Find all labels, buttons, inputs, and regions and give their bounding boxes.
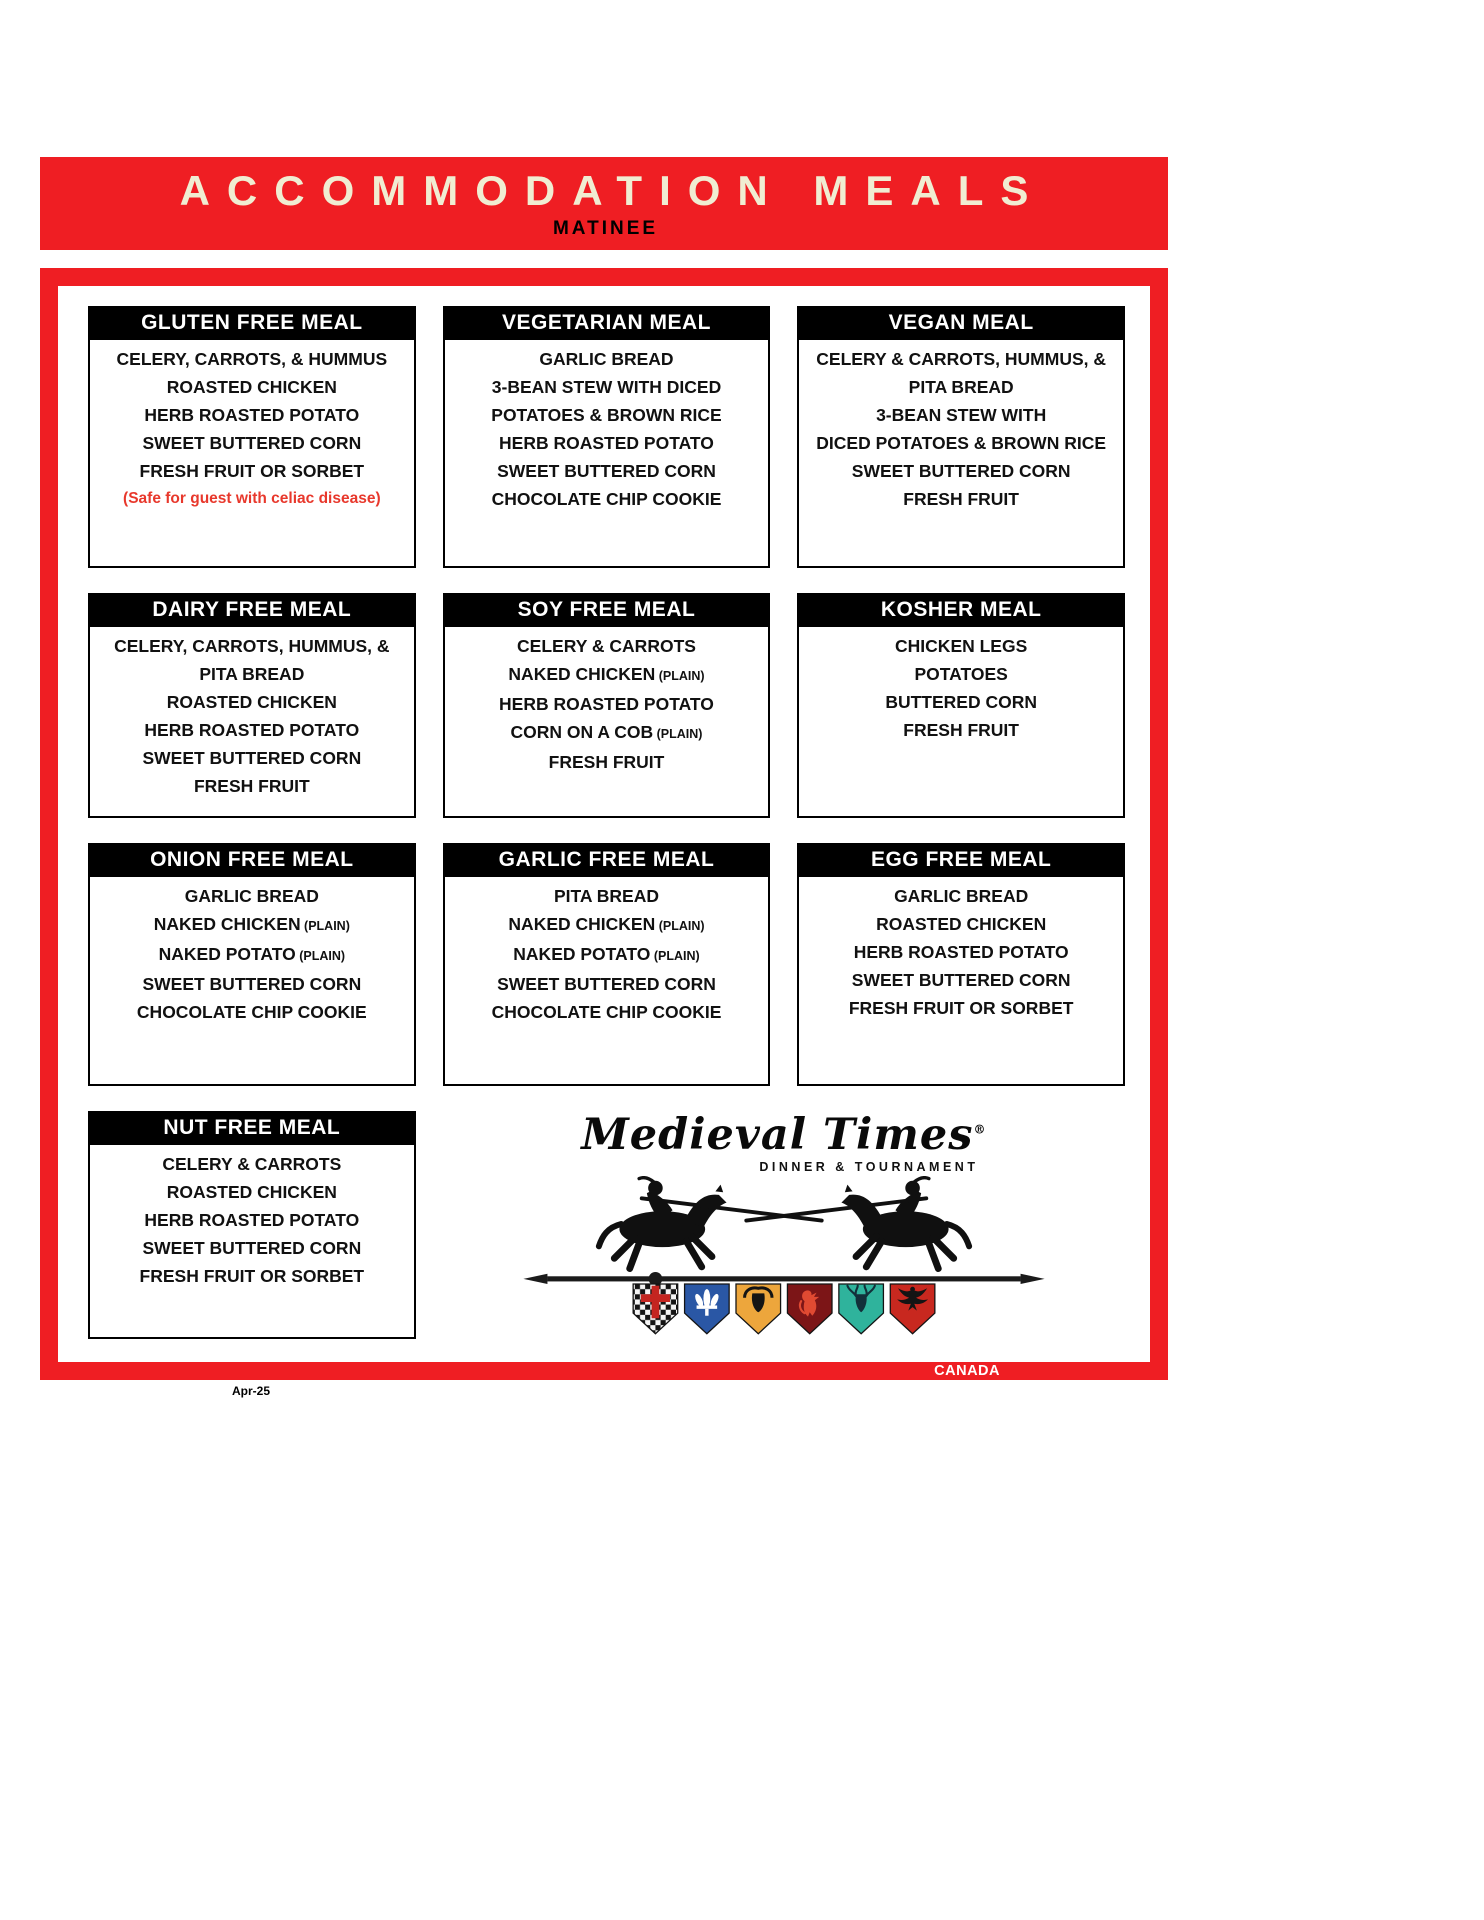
meal-item: FRESH FRUIT (903, 720, 1019, 740)
meal-item: PITA BREAD (199, 664, 305, 684)
meal-item: ROASTED CHICKEN (166, 692, 337, 712)
meal-item: POTATOES & BROWN RICE (491, 405, 722, 425)
meal-item: CHOCOLATE CHIP COOKIE (136, 1002, 367, 1022)
meal-item: CELERY, CARROTS, & HUMMUS (116, 349, 388, 369)
date-code: Apr-25 (232, 1384, 271, 1398)
meal-card-title: ONION FREE MEAL (88, 843, 416, 877)
meal-card-gluten-free-meal (88, 306, 416, 568)
meal-item: NAKED POTATO (PLAIN) (513, 944, 700, 964)
meal-note: (Safe for guest with celiac disease) (123, 490, 381, 507)
meal-card-garlic-free-meal (443, 843, 771, 1086)
stag-shield-icon (839, 1284, 884, 1334)
meal-card-title: DAIRY FREE MEAL (88, 593, 416, 627)
meal-item: POTATOES (914, 664, 1008, 684)
meal-card-title: VEGAN MEAL (797, 306, 1125, 340)
meal-card-items (443, 627, 771, 818)
meal-card-items (88, 340, 416, 568)
checkered-cross-shield-icon (633, 1284, 678, 1334)
meal-item: ROASTED CHICKEN (166, 377, 337, 397)
meal-item: CELERY & CARROTS (517, 636, 696, 656)
meal-item: FRESH FRUIT (193, 776, 310, 796)
meal-item: CHOCOLATE CHIP COOKIE (491, 489, 722, 509)
title-band (40, 157, 1168, 250)
meal-card-egg-free-meal (797, 843, 1125, 1086)
meal-item: NAKED POTATO (PLAIN) (158, 944, 346, 964)
jousting-knights-icon (599, 1178, 969, 1269)
meal-item: SWEET BUTTERED CORN (142, 433, 362, 453)
meal-card-title: SOY FREE MEAL (443, 593, 771, 627)
meal-item: HERB ROASTED POTATO (499, 694, 714, 714)
meal-item: SWEET BUTTERED CORN (142, 748, 362, 768)
brand-name (581, 1110, 987, 1160)
eagle-shield-icon (890, 1284, 935, 1334)
meal-item: SWEET BUTTERED CORN (142, 1238, 362, 1258)
meals-grid (88, 306, 1125, 1339)
meal-card-title: NUT FREE MEAL (88, 1111, 416, 1145)
meal-item: PITA BREAD (553, 886, 659, 906)
brand-name-text: Medieval Times (581, 1110, 974, 1160)
meal-item: SWEET BUTTERED CORN (142, 974, 362, 994)
meal-card-items (88, 627, 416, 818)
meal-item: GARLIC BREAD (894, 886, 1029, 906)
meal-item: 3-BEAN STEW WITH DICED (491, 377, 722, 397)
page-subtitle: MATINEE (552, 218, 659, 239)
meal-item: 3-BEAN STEW WITH (876, 405, 1047, 425)
meal-card-vegetarian-meal (443, 306, 771, 568)
brand-logo (443, 1111, 1125, 1339)
registered-mark: ® (973, 1122, 987, 1137)
meal-item: CELERY & CARROTS (162, 1154, 342, 1174)
meal-card-items (797, 877, 1125, 1086)
meal-item: PITA BREAD (908, 377, 1014, 397)
meal-item: CORN ON A COB (PLAIN) (510, 722, 703, 742)
meal-item: NAKED CHICKEN (PLAIN) (508, 914, 705, 934)
meal-card-nut-free-meal (88, 1111, 416, 1339)
meal-item: ROASTED CHICKEN (166, 1182, 337, 1202)
meal-item: FRESH FRUIT OR SORBET (139, 461, 365, 481)
meal-card-items (88, 1145, 416, 1339)
meal-card-kosher-meal (797, 593, 1125, 818)
meals-box-inner (58, 286, 1150, 1362)
meal-item: BUTTERED CORN (885, 692, 1037, 712)
bull-shield-icon (736, 1284, 781, 1334)
meal-item: HERB ROASTED POTATO (144, 720, 360, 740)
meal-card-onion-free-meal (88, 843, 416, 1086)
meal-item: FRESH FRUIT OR SORBET (848, 998, 1074, 1018)
meal-item: HERB ROASTED POTATO (144, 1210, 360, 1230)
meal-item: CELERY, CARROTS, HUMMUS, & (114, 636, 390, 656)
meal-item: CHOCOLATE CHIP COOKIE (491, 1002, 722, 1022)
meal-item: GARLIC BREAD (539, 349, 674, 369)
meal-card-title: GLUTEN FREE MEAL (88, 306, 416, 340)
brand-tagline: DINNER & TOURNAMENT (759, 1160, 979, 1175)
meal-item: FRESH FRUIT (903, 489, 1019, 509)
country-label: CANADA (934, 1363, 1000, 1379)
meal-item: CHICKEN LEGS (895, 636, 1028, 656)
page-title: ACCOMMODATION MEALS (179, 167, 1046, 214)
meal-item: SWEET BUTTERED CORN (851, 461, 1071, 481)
meal-card-items (443, 340, 771, 568)
meal-card-title: GARLIC FREE MEAL (443, 843, 771, 877)
meal-card-vegan-meal (797, 306, 1125, 568)
lion-shield-icon (787, 1284, 832, 1334)
meal-card-items (797, 627, 1125, 818)
fleur-de-lis-shield-icon (684, 1284, 729, 1334)
meal-item: SWEET BUTTERED CORN (851, 970, 1071, 990)
meal-item: HERB ROASTED POTATO (144, 405, 360, 425)
medieval-times-logo-graphic (484, 1176, 1084, 1339)
meal-item: GARLIC BREAD (184, 886, 319, 906)
meal-item: SWEET BUTTERED CORN (497, 461, 716, 481)
lance-icon (523, 1272, 1044, 1286)
meal-item: HERB ROASTED POTATO (499, 433, 714, 453)
meal-card-items (88, 877, 416, 1086)
meal-item: ROASTED CHICKEN (876, 914, 1047, 934)
meal-item: NAKED CHICKEN (PLAIN) (153, 914, 350, 934)
meal-card-title: KOSHER MEAL (797, 593, 1125, 627)
meals-box (40, 268, 1168, 1380)
meal-item: HERB ROASTED POTATO (853, 942, 1069, 962)
meal-card-title: VEGETARIAN MEAL (443, 306, 771, 340)
meal-item: FRESH FRUIT OR SORBET (139, 1266, 365, 1286)
meal-card-items (443, 877, 771, 1086)
meal-item: NAKED CHICKEN (PLAIN) (508, 664, 705, 684)
meal-item: FRESH FRUIT (548, 752, 665, 772)
meal-item: SWEET BUTTERED CORN (497, 974, 716, 994)
meal-card-title: EGG FREE MEAL (797, 843, 1125, 877)
meal-card-items (797, 340, 1125, 568)
meal-card-soy-free-meal (443, 593, 771, 818)
meal-item: CELERY & CARROTS, HUMMUS, & (816, 349, 1107, 369)
brand-text-block (581, 1110, 987, 1175)
meal-card-dairy-free-meal (88, 593, 416, 818)
meal-item: DICED POTATOES & BROWN RICE (816, 433, 1107, 453)
